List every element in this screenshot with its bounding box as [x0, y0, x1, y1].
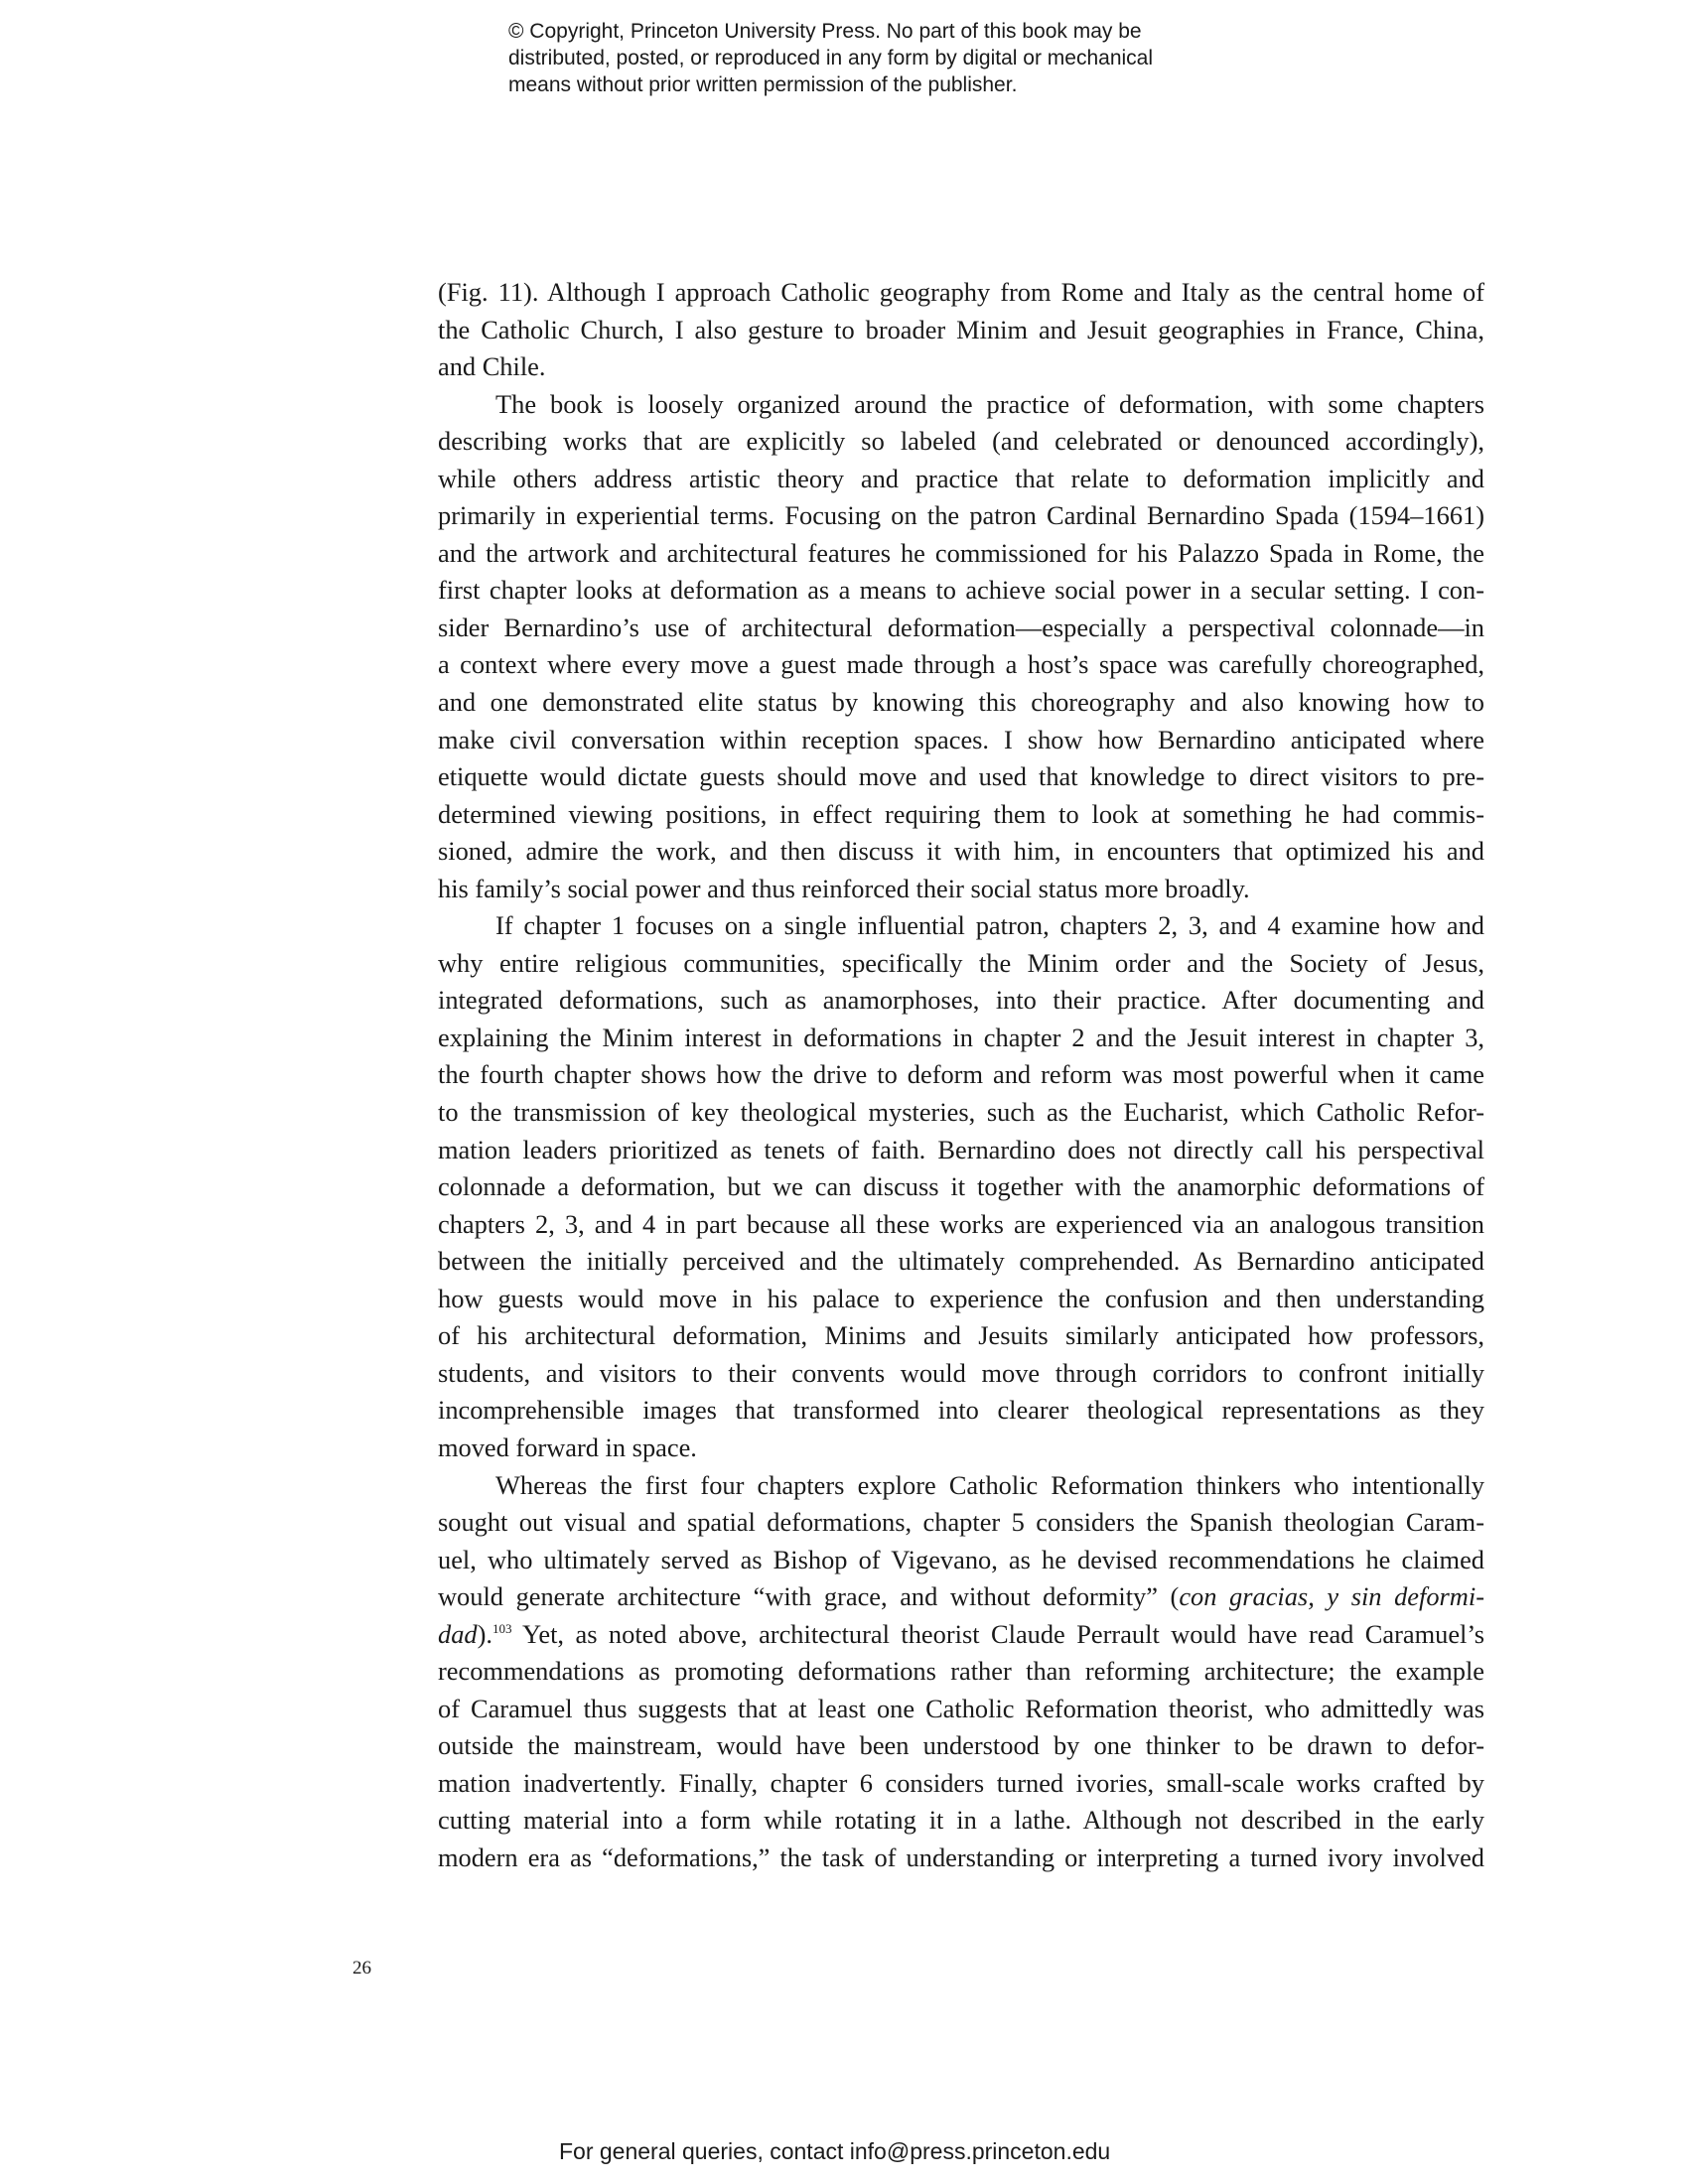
footnote-marker: 103: [492, 1620, 512, 1636]
text-line: integrated deformations, such as anamorphoses, into their practice. After documenting and: [438, 985, 1484, 1016]
italic-segment: dad: [438, 1618, 478, 1649]
text-line: sioned, admire the work, and then discuss it with him, in encounters that optimized his and: [438, 836, 1484, 867]
text-segment: would generate architecture “with grace, and without deformity” (: [438, 1581, 1180, 1612]
text-line: sider Bernardino’s use of architectural deformation—especially a perspectival colonnade—in: [438, 612, 1484, 642]
text-line: the Catholic Church, I also gesture to broader Minim and Jesuit geographies in France, China,: [438, 314, 1484, 344]
text-line: mation inadvertently. Finally, chapter 6 considers turned ivories, small-scale works crafted by: [438, 1767, 1484, 1798]
text-line: describing works that are explicitly so labeled (and celebrated or denounced accordingly),: [438, 426, 1484, 457]
text-line: [438, 1578, 1484, 1616]
text-line: chapters 2, 3, and 4 in part because all these works are experienced via an analogous transition: [438, 1208, 1484, 1239]
text-line: The book is loosely organized around the practice of deformation, with some chapters: [495, 388, 1484, 419]
copyright-line: distributed, posted, or reproduced in any form by digital or mechanical: [508, 47, 1154, 69]
text-line: recommendations as promoting deformations rather than reforming architecture; the example: [438, 1656, 1484, 1687]
text-line: uel, who ultimately served as Bishop of Vigevano, as he devised recommendations he claimed: [438, 1544, 1484, 1574]
text-line: to the transmission of key theological mysteries, such as the Eucharist, which Catholic Refor-: [438, 1097, 1484, 1128]
italic-segment: con gracias, y sin deformi-: [1179, 1581, 1484, 1612]
text-line: mation leaders prioritized as tenets of faith. Bernardino does not directly call his perspectival: [438, 1134, 1484, 1164]
text-line: the fourth chapter shows how the drive to deform and reform was most powerful when it came: [438, 1059, 1484, 1090]
text-line: etiquette would dictate guests should move and used that knowledge to direct visitors to pre-: [438, 761, 1484, 792]
text-segment: Yet, as noted above, architectural theorist Claude Perrault would have read Caramuel’s: [511, 1618, 1484, 1649]
text-line: explaining the Minim interest in deformations in chapter 2 and the Jesuit interest in chapter 3,: [438, 1022, 1484, 1052]
text-line: Whereas the first four chapters explore Catholic Reformation thinkers who intentionally: [495, 1469, 1484, 1500]
text-line: [438, 1616, 1484, 1654]
text-line: outside the mainstream, would have been understood by one thinker to be drawn to defor-: [438, 1730, 1484, 1761]
copyright-notice: [508, 18, 1223, 98]
copyright-line: © Copyright, Princeton University Press. No part of this book may be: [508, 20, 1142, 43]
text-line: a context where every move a guest made through a host’s space was carefully choreographed,: [438, 649, 1484, 680]
text-line: modern era as “deformations,” the task of understanding or interpreting a turned ivory involved: [438, 1842, 1484, 1872]
text-line: how guests would move in his palace to experience the confusion and then understanding: [438, 1283, 1484, 1313]
text-line: moved forward in space.: [438, 1432, 697, 1462]
text-line: If chapter 1 focuses on a single influential patron, chapters 2, 3, and 4 examine how and: [495, 910, 1484, 941]
text-line: determined viewing positions, in effect requiring them to look at something he had commis-: [438, 798, 1484, 829]
copyright-line: means without prior written permission of the publisher.: [508, 73, 1018, 96]
text-line: primarily in experiential terms. Focusing on the patron Cardinal Bernardino Spada (1594–1661): [438, 500, 1484, 531]
text-line: of his architectural deformation, Minims and Jesuits similarly anticipated how professors,: [438, 1320, 1484, 1351]
text-line: students, and visitors to their convents would move through corridors to confront initially: [438, 1357, 1484, 1388]
page-number: 26: [352, 1958, 371, 1979]
text-line: first chapter looks at deformation as a means to achieve social power in a secular setting. I con-: [438, 575, 1484, 606]
text-line: cutting material into a form while rotating it in a lathe. Although not described in the early: [438, 1805, 1484, 1836]
text-line: sought out visual and spatial deformations, chapter 5 considers the Spanish theologian Caram-: [438, 1507, 1484, 1538]
text-line: and Chile.: [438, 351, 546, 382]
text-line: and the artwork and architectural features he commissioned for his Palazzo Spada in Rome, the: [438, 537, 1484, 568]
text-line: while others address artistic theory and practice that relate to deformation implicitly and: [438, 463, 1484, 493]
text-line: of Caramuel thus suggests that at least one Catholic Reformation theorist, who admittedly was: [438, 1693, 1484, 1723]
text-line: why entire religious communities, specifically the Minim order and the Society of Jesus,: [438, 947, 1484, 978]
text-line: make civil conversation within reception spaces. I show how Bernardino anticipated where: [438, 724, 1484, 754]
text-line: colonnade a deformation, but we can discuss it together with the anamorphic deformations of: [438, 1171, 1484, 1202]
text-line: between the initially perceived and the ultimately comprehended. As Bernardino anticipated: [438, 1246, 1484, 1277]
text-line: his family’s social power and thus reinforced their social status more broadly.: [438, 873, 1250, 903]
text-line: and one demonstrated elite status by knowing this choreography and also knowing how to: [438, 687, 1484, 718]
text-line: incomprehensible images that transformed into clearer theological representations as they: [438, 1395, 1484, 1426]
footer-contact: For general queries, contact info@press.princeton.edu: [559, 2138, 1111, 2164]
body-text: [438, 274, 1484, 1877]
text-line: (Fig. 11). Although I approach Catholic geography from Rome and Italy as the central home of: [438, 277, 1484, 307]
text-segment: ).: [477, 1618, 492, 1649]
